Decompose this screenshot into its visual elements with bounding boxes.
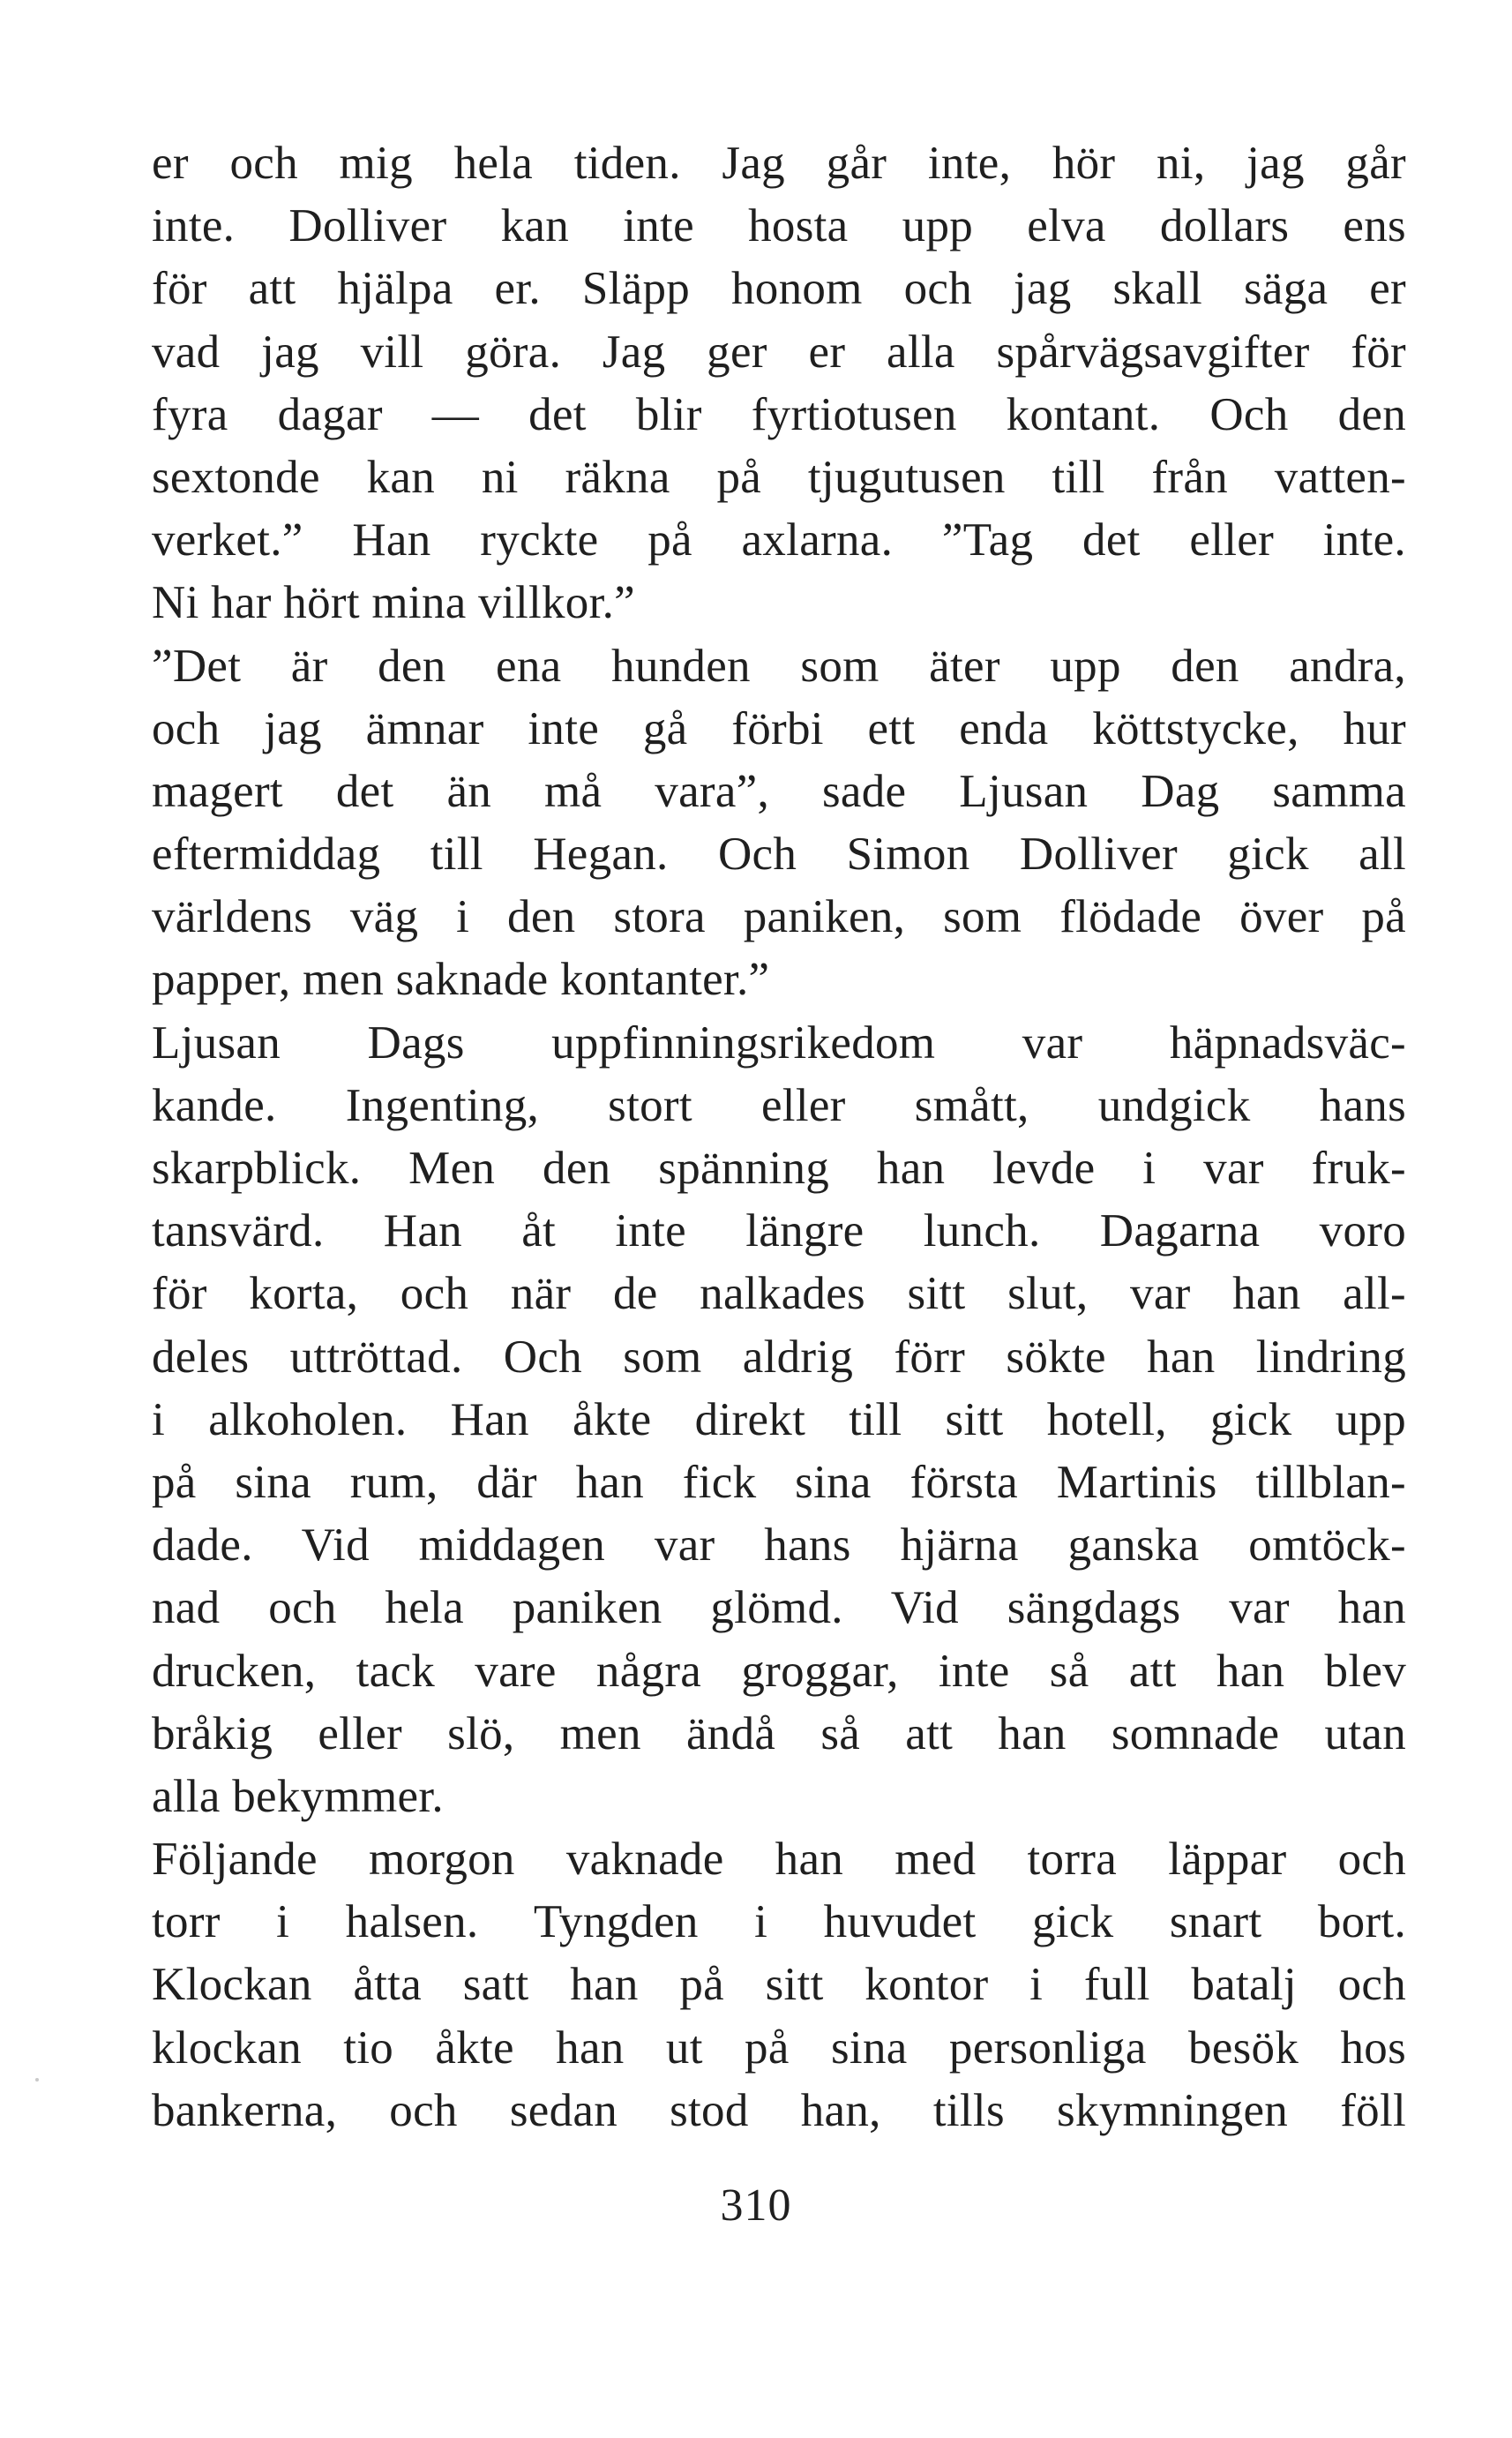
text-line: ”Det är den ena hunden som äter upp den andra, — [152, 640, 1406, 692]
body-text — [152, 132, 1406, 2142]
text-line: på sina rum, där han fick sina första Martinis tillblan- — [152, 1456, 1406, 1508]
text-line: sextonde kan ni räkna på tjugutusen till från vatten- — [152, 451, 1406, 503]
text-line: Följande morgon vaknade han med torra läppar och — [152, 1834, 1406, 1886]
text-line: verket.” Han ryckte på axlarna. ”Tag det eller inte. — [152, 514, 1406, 566]
paper-speck — [35, 2078, 39, 2082]
text-line: dade. Vid middagen var hans hjärna ganska omtöck- — [152, 1519, 1406, 1572]
text-line: kande. Ingenting, stort eller smått, undgick hans — [152, 1079, 1406, 1131]
text-line: Ni har hört mina villkor.” — [152, 577, 635, 629]
text-line: papper, men saknade kontanter.” — [152, 954, 770, 1006]
text-line: bråkig eller slö, men ändå så att han somnade utan — [152, 1707, 1406, 1759]
text-line: Ljusan Dags uppfinningsrikedom var häpnadsväc- — [152, 1016, 1406, 1069]
text-line: magert det än må vara”, sade Ljusan Dag samma — [152, 765, 1406, 817]
text-line: världens väg i den stora paniken, som flödade över på — [152, 891, 1406, 943]
text-line: tansvärd. Han åt inte längre lunch. Dagarna voro — [152, 1205, 1406, 1257]
text-line: och jag ämnar inte gå förbi ett enda köttstycke, hur — [152, 702, 1406, 754]
text-line: er och mig hela tiden. Jag går inte, hör ni, jag går — [152, 138, 1406, 189]
text-line: i alkoholen. Han åkte direkt till sitt hotell, gick upp — [152, 1393, 1406, 1445]
page-number: 310 — [720, 2180, 792, 2231]
text-line: alla bekymmer. — [152, 1770, 444, 1822]
text-line: vad jag vill göra. Jag ger er alla spårvägsavgifter för — [152, 326, 1406, 378]
text-line: nad och hela paniken glömd. Vid sängdags var han — [152, 1582, 1406, 1634]
text-line: fyra dagar — det blir fyrtiotusen kontant. Och den — [152, 388, 1406, 440]
text-line: torr i halsen. Tyngden i huvudet gick snart bort. — [152, 1896, 1406, 1948]
text-line: drucken, tack vare några groggar, inte så att han blev — [152, 1645, 1406, 1697]
text-line: för att hjälpa er. Släpp honom och jag skall säga er — [152, 263, 1406, 315]
text-line: för korta, och när de nalkades sitt slut, var han all- — [152, 1268, 1406, 1320]
text-line: bankerna, och sedan stod han, tills skymningen föll — [152, 2084, 1406, 2136]
text-line: skarpblick. Men den spänning han levde i var fruk- — [152, 1143, 1406, 1194]
text-line: Klockan åtta satt han på sitt kontor i full batalj och — [152, 1959, 1406, 2011]
text-line: inte. Dolliver kan inte hosta upp elva dollars ens — [152, 200, 1406, 252]
text-line: eftermiddag till Hegan. Och Simon Dolliver gick all — [152, 829, 1406, 881]
text-line: klockan tio åkte han ut på sina personliga besök hos — [152, 2022, 1406, 2074]
text-line: deles uttröttad. Och som aldrig förr sökte han lindring — [152, 1331, 1406, 1383]
